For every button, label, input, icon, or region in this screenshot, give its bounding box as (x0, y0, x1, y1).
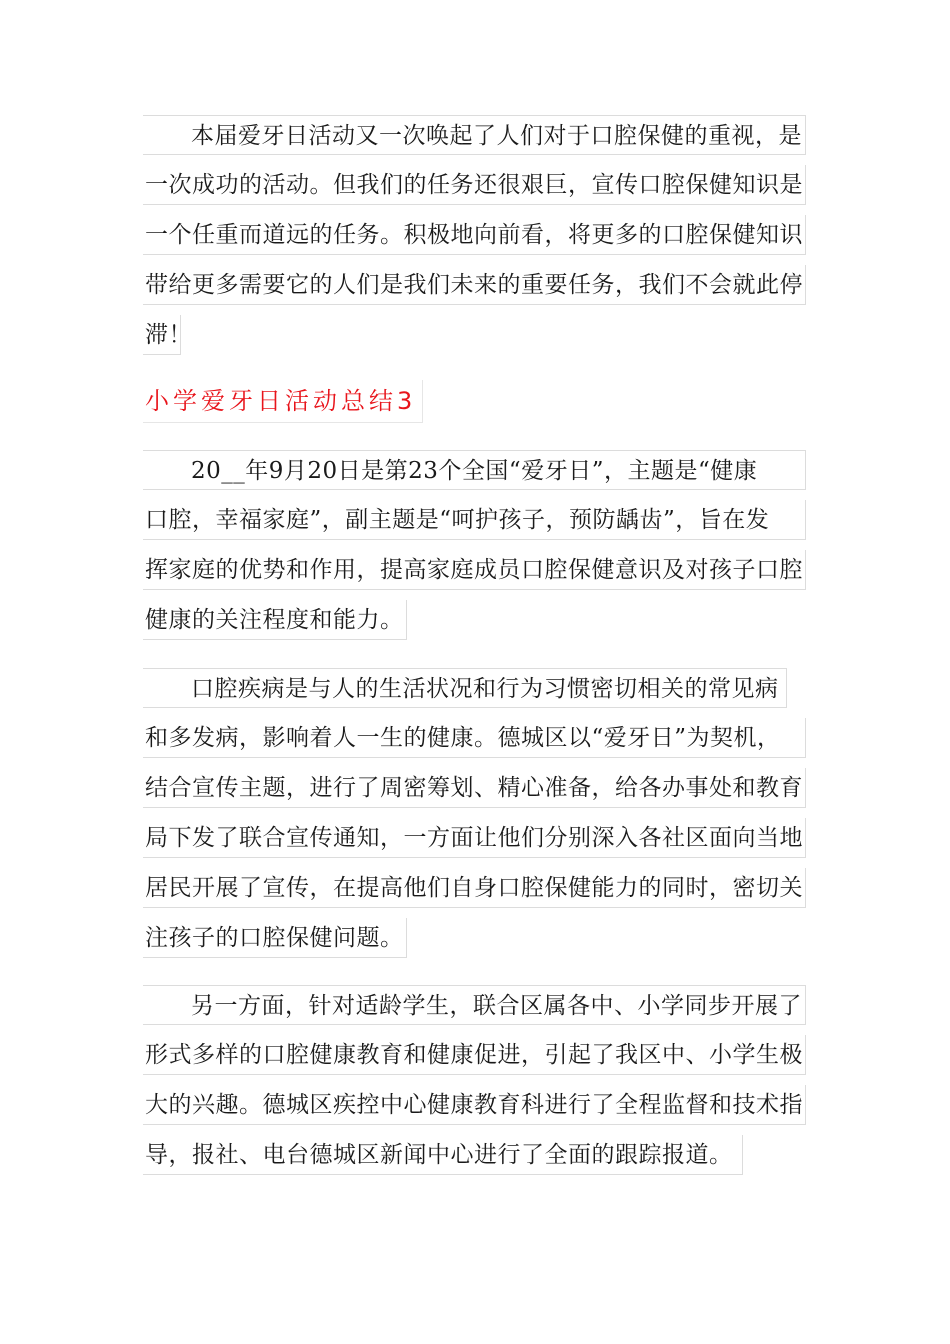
text-line: 滞！ (143, 315, 181, 355)
text-line: 结合宣传主题，进行了周密筹划、精心准备，给各办事处和教育 (143, 768, 806, 808)
text-line: 一次成功的活动。但我们的任务还很艰巨，宣传口腔保健知识是 (143, 165, 806, 205)
text-line: 带给更多需要它的人们是我们未来的重要任务，我们不会就此停 (143, 265, 806, 305)
text-line: 20__年9月20日是第23个全国“爱牙日”，主题是“健康 (143, 450, 806, 490)
text-line: 注孩子的口腔保健问题。 (143, 918, 407, 958)
text-line: 口腔，幸福家庭”，副主题是“呵护孩子，预防龋齿”，旨在发 (143, 500, 806, 540)
text-line: 大的兴趣。德城区疾控中心健康教育科进行了全程监督和技术指 (143, 1085, 806, 1125)
text-line: 局下发了联合宣传通知，一方面让他们分别深入各社区面向当地 (143, 818, 806, 858)
text-line: 口腔疾病是与人的生活状况和行为习惯密切相关的常见病 (143, 668, 787, 708)
text-line: 居民开展了宣传，在提高他们自身口腔保健能力的同时，密切关 (143, 868, 806, 908)
text-line: 另一方面，针对适龄学生，联合区属各中、小学同步开展了 (143, 985, 806, 1025)
text-line: 一个任重而道远的任务。积极地向前看，将更多的口腔保健知识 (143, 215, 806, 255)
text-line: 健康的关注程度和能力。 (143, 600, 407, 640)
text-line: 挥家庭的优势和作用，提高家庭成员口腔保健意识及对孩子口腔 (143, 550, 806, 590)
text-line: 形式多样的口腔健康教育和健康促进，引起了我区中、小学生极 (143, 1035, 806, 1075)
section-heading: 小学爱牙日活动总结3 (143, 380, 423, 423)
text-line: 和多发病，影响着人一生的健康。德城区以“爱牙日”为契机， (143, 718, 806, 758)
text-line: 导，报社、电台德城区新闻中心进行了全面的跟踪报道。 (143, 1135, 743, 1175)
text-line: 本届爱牙日活动又一次唤起了人们对于口腔保健的重视，是 (143, 115, 806, 155)
